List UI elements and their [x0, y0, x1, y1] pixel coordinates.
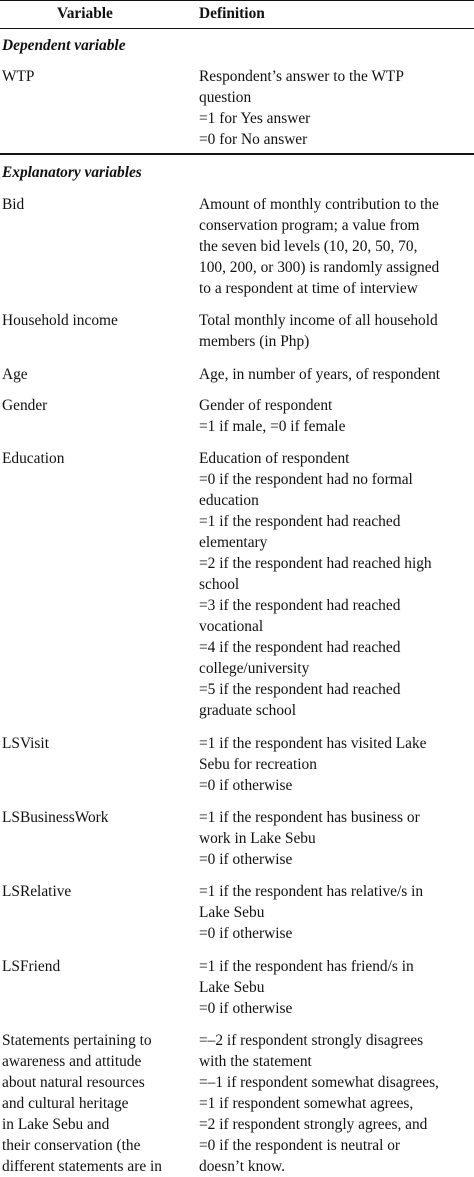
definition-age: Age, in number of years, of respondent	[199, 366, 441, 383]
definition-household-income: Total monthly income of all household members (in Php)	[199, 312, 438, 350]
table-top-rule	[0, 0, 474, 1]
variable-lsvisit: LSVisit	[2, 735, 49, 752]
definition-lsfriend: =1 if the respondent has friend/s in Lake Sebu =0 if otherwise	[199, 958, 414, 1017]
variable-wtp: WTP	[2, 68, 35, 85]
variable-bid: Bid	[2, 196, 25, 213]
definition-wtp: Respondent’s answer to the WTP question =1 for Yes answer =0 for No answer	[199, 68, 404, 148]
section-dependent-variable: Dependent variable	[2, 37, 126, 54]
definition-bid: Amount of monthly contribution to the conservation program; a value from the seven bid levels (10, 20, 50, 70, 100, 200, or 300) is randomly assigned to a respondent at time of interview	[199, 196, 440, 297]
variable-lsrelative: LSRelative	[2, 883, 72, 900]
header-variable: Variable	[57, 5, 113, 22]
header-rule	[0, 28, 474, 29]
section-divider-rule	[0, 153, 474, 155]
variable-gender: Gender	[2, 397, 48, 414]
header-definition: Definition	[199, 5, 265, 22]
variable-lsbusinesswork: LSBusinessWork	[2, 809, 109, 826]
definition-education: Education of respondent =0 if the respondent had no formal education =1 if the respondent had reached elementary =2 if the respondent had reached high school =3 if the respondent had reached vocational =4 if the respondent had reached college/university =5 if the respondent had reached graduate school	[199, 450, 432, 719]
definition-lsrelative: =1 if the respondent has relative/s in Lake Sebu =0 if otherwise	[199, 883, 424, 942]
definition-lsbusinesswork: =1 if the respondent has business or work in Lake Sebu =0 if otherwise	[199, 809, 420, 868]
variable-lsfriend: LSFriend	[2, 958, 61, 975]
definition-gender: Gender of respondent =1 if male, =0 if female	[199, 397, 346, 435]
variable-statements: Statements pertaining to awareness and attitude about natural resources and cultural heritage in Lake Sebu and their conservation (the different statements are in	[2, 1032, 162, 1175]
definition-lsvisit: =1 if the respondent has visited Lake Sebu for recreation =0 if otherwise	[199, 735, 427, 794]
definition-statements: =–2 if respondent strongly disagrees with the statement =–1 if respondent somewhat disagrees, =1 if respondent somewhat agrees, =2 if respondent strongly agrees, and =0 if the respondent is neutral or doesn’t know.	[199, 1032, 439, 1175]
section-explanatory-variables: Explanatory variables	[2, 164, 142, 181]
variable-household-income: Household income	[2, 312, 118, 329]
variable-age: Age	[2, 366, 28, 383]
variable-education: Education	[2, 450, 65, 467]
